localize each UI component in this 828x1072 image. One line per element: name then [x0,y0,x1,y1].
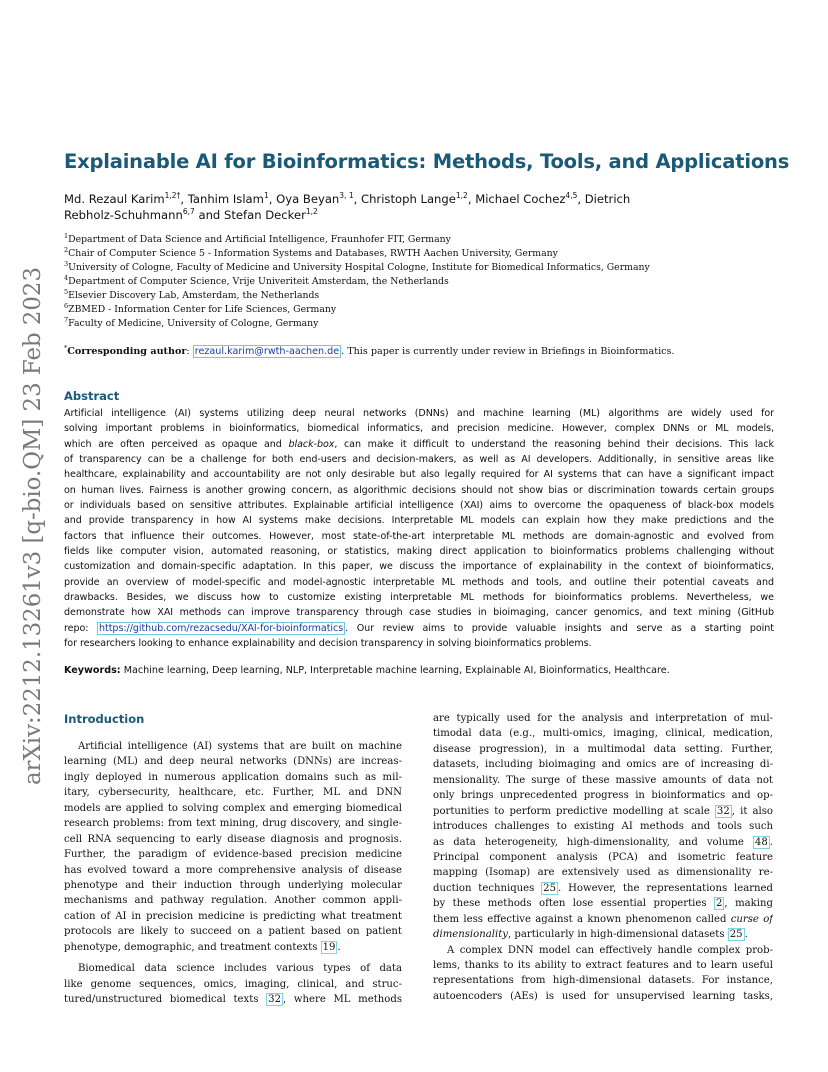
text-line: ingly deployed in numerous application domains such as mil- [64,771,402,783]
text-line: research problems: from text mining, drug discovery, and single- [64,818,402,830]
arxiv-identifier-text: arXiv:2212.13261v3 [q-bio.QM] 23 Feb 2023 [18,265,46,785]
text-line: learning (ML) and deep neural networks (DNNs) are increas- [64,756,402,768]
text-line: as data heterogeneity, high-dimensionality, and volume 48 . [433,836,773,848]
text-line: duction techniques 25 . However, the representations learned [433,882,773,894]
affiliation-list [64,233,784,331]
text-line: datasets, including bioimaging and omics are of increasing di- [433,759,773,771]
text-line: Biomedical data science includes various types of data [78,963,402,975]
text-line: dimensionality, particularly in high-dimensional datasets 25 . [433,929,748,941]
keywords [64,665,784,676]
text-line: disease progression), in a multimodal data setting. Further, [433,743,773,755]
affiliation-7: $^7$Faculty of Medicine, University of Cologne, Germany [64,315,319,329]
abstract-line: drawbacks. Besides, we discuss how to customize existing interpretable ML methods for bioinformatics problems. Nevertheless, we [64,592,774,604]
text-line: by these methods often lose essential properties 2 , making [433,898,773,910]
text-line: autoencoders (AEs) is used for unsupervised learning tasks, [433,990,773,1002]
text-line: lems, thanks to its ability to extract features and to learn useful [433,960,773,971]
abstract-line: fields like computer vision, automated reasoning, or statistics, making direct application to bioinformatics problems challenging without [64,546,774,558]
abstract-line: Artificial intelligence (AI) systems utilizing deep neural networks (DNNs) and machine learning (ML) algorithms are widely used for [64,408,774,419]
author-list [64,192,764,223]
abstract-line [64,437,774,452]
affiliation-4: $^4$Department of Computer Science, Vrije Univeriteit Amsterdam, the Netherlands [64,273,449,287]
text-line: cation of AI in precision medicine is predicting what treatment [64,910,402,922]
citation-link[interactable]: 32 [716,805,730,817]
abstract-line: for researchers looking to enhance explainability and decision transparency in solving bioinformatics problems. [64,638,592,650]
github-repo-link[interactable]: https://github.com/rezacsedu/XAI-for-bioinformatics [99,622,344,634]
abstract-line: factors that influence their outcomes. However, most state-of-the-art interpretable ML methods are domain-agnostic and evolved from [64,530,774,542]
text-line: are typically used for the analysis and interpretation of mul- [433,713,773,724]
author-line-2: Rebholz-Schuhmann$^{6,7}$ and Stefan Decker$^{1,2}$ [64,206,318,222]
affiliation-1: $^1$Department of Data Science and Artificial Intelligence, Fraunhofer FIT, Germany [64,231,451,245]
introduction-right-column [433,711,773,1004]
author-line-1: Md. Rezaul Karim$^{1,2\dagger}$, Tanhim Islam$^1$, Oya Beyan$^{3, 1}$, Christoph Lange$^{1,2}$, Michael Cochez$^{4,5}$, Dietrich [64,191,631,206]
text-line: mensionality. The surge of these massive amounts of data not [433,774,773,786]
introduction-heading: Introduction [64,712,145,726]
corresponding-label: Corresponding author [67,346,187,357]
corresponding-author-note: *Corresponding author: rezaul.karim@rwth-aachen.de . This paper is currently under review in Briefings in Bioinformatics. [64,343,675,357]
abstract-line: customization and domain-specific adaptation. In this paper, we discuss the importance of explainability in the context of bioinformatics, [64,561,774,573]
text-line: protocols are likely to succeed on a patient based on patient [64,926,402,938]
text-line: only brings unprecedented progress in bioinformatics and op- [433,790,773,802]
paper-title: Explainable AI for Bioinformatics: Methods, Tools, and Applications [64,150,790,173]
text-line: has evolved toward a more comprehensive analysis of disease [64,864,402,876]
text-line: like genome sequences, omics, imaging, clinical, and struc- [64,978,402,990]
text-line: tured/unstructured biomedical texts 32 , where ML methods [64,994,402,1005]
abstract-heading: Abstract [64,389,120,403]
abstract-line: demonstrate how XAI methods can improve transparency through case studies in bioimaging, cancer genomics, and text mining (GitHub [64,607,774,619]
abstract-line: healthcare, explainability and accountability are not only desirable but also legally required for AI systems that can have a significant impact [64,469,774,481]
text-line: introduces challenges to existing AI methods and tools such [433,821,773,833]
citation-link[interactable]: 48 [754,836,768,848]
text-line: timodal data (e.g., multi-omics, imaging, clinical, medication, [433,728,773,740]
keywords-text: Machine learning, Deep learning, NLP, Interpretable machine learning, Explainable AI, Bioinformatics, Healthcare. [120,665,670,676]
citation-link[interactable]: 19 [322,941,336,953]
abstract-line: provide an overview of model-specific and model-agnostic interpretable ML methods and tools, and outline their potential caveats and [64,576,774,588]
affiliation-5: $^5$Elsevier Discovery Lab, Amsterdam, the Netherlands [64,287,320,301]
abstract-line: repo: https://github.com/rezacsedu/XAI-for-bioinformatics . Our review aims to provide valuable insights and serve as a starting point [64,622,774,634]
citation-link[interactable]: 2 [715,898,723,910]
abstract-line: or individuals based on sensitive attributes. Explainable artificial intelligence (XAI) aims to overcome the opaqueness of black-box models [64,500,774,512]
text-line: them less effective against a known phenomenon called curse of [433,913,773,925]
abstract-line: and provide transparency in how AI systems make decisions. Interpretable ML models can explain how they make predictions and the [64,515,774,527]
arxiv-identifier [14,265,48,785]
text-line: A complex DNN model can effectively handle complex prob- [447,944,773,956]
abstract-line: of transparency can be a challenge for both end-users and decision-makers, as well as AI developers. Additionally, in sensitive areas like [64,454,774,466]
text-line: cell RNA sequencing to early disease diagnosis and prognosis. [64,833,402,845]
text-line: models are applied to solving complex and emerging biomedical [64,802,402,814]
text-line: mapping (Isomap) are extensively used as dimensionality re- [433,867,773,879]
text-line: itary, cybersecurity, healthcare, etc. Further, ML and DNN [64,787,402,799]
text-line: mechanisms and pathway regulation. Another common appli- [64,895,402,907]
affiliation-2: $^2$Chair of Computer Science 5 - Information Systems and Databases, RWTH Aachen University, Germany [64,245,558,259]
citation-link[interactable]: 25 [729,929,743,941]
keywords-label: Keywords: [64,665,121,676]
abstract-line: solving important problems in bioinformatics, biomedical informatics, and precision medicine. However, complex DNNs or ML models, [64,423,774,435]
text-line: phenotype, demographic, and treatment contexts 19 . [64,941,341,953]
corresponding-email-link[interactable]: rezaul.karim@rwth-aachen.de [194,346,340,357]
abstract-line-part: which are often perceived as opaque and black-box, can make it difficult to understand the reasoning behind their decisions. This lack [64,438,774,450]
text-line: Principal component analysis (PCA) and isometric feature [433,851,773,863]
citation-link[interactable]: 25 [543,882,557,894]
introduction-left-column [64,739,402,1007]
citation-link[interactable]: 32 [268,994,281,1005]
text-line: representations from high-dimensional datasets. For instance, [433,975,773,987]
abstract-line: on human lives. Fairness is another growing concern, as algorithmic decisions should not show bias or discrimination towards certain groups [64,484,774,496]
affiliation-6: $^6$ZBMED - Information Center for Life Sciences, Germany [64,301,337,315]
text-line: portunities to perform predictive modelling at scale 32 , it also [433,805,773,817]
text-line: phenotype and their induction through underlying molecular [64,879,402,891]
abstract-body [64,406,774,652]
text-line: Further, the paradigm of evidence-based precision medicine [64,849,402,861]
text-line: Artificial intelligence (AI) systems that are built on machine [78,741,402,752]
affiliation-3: $^3$University of Cologne, Faculty of Medicine and University Hospital Cologne, Institute for Biomedical Informatics, Germany [64,259,650,273]
